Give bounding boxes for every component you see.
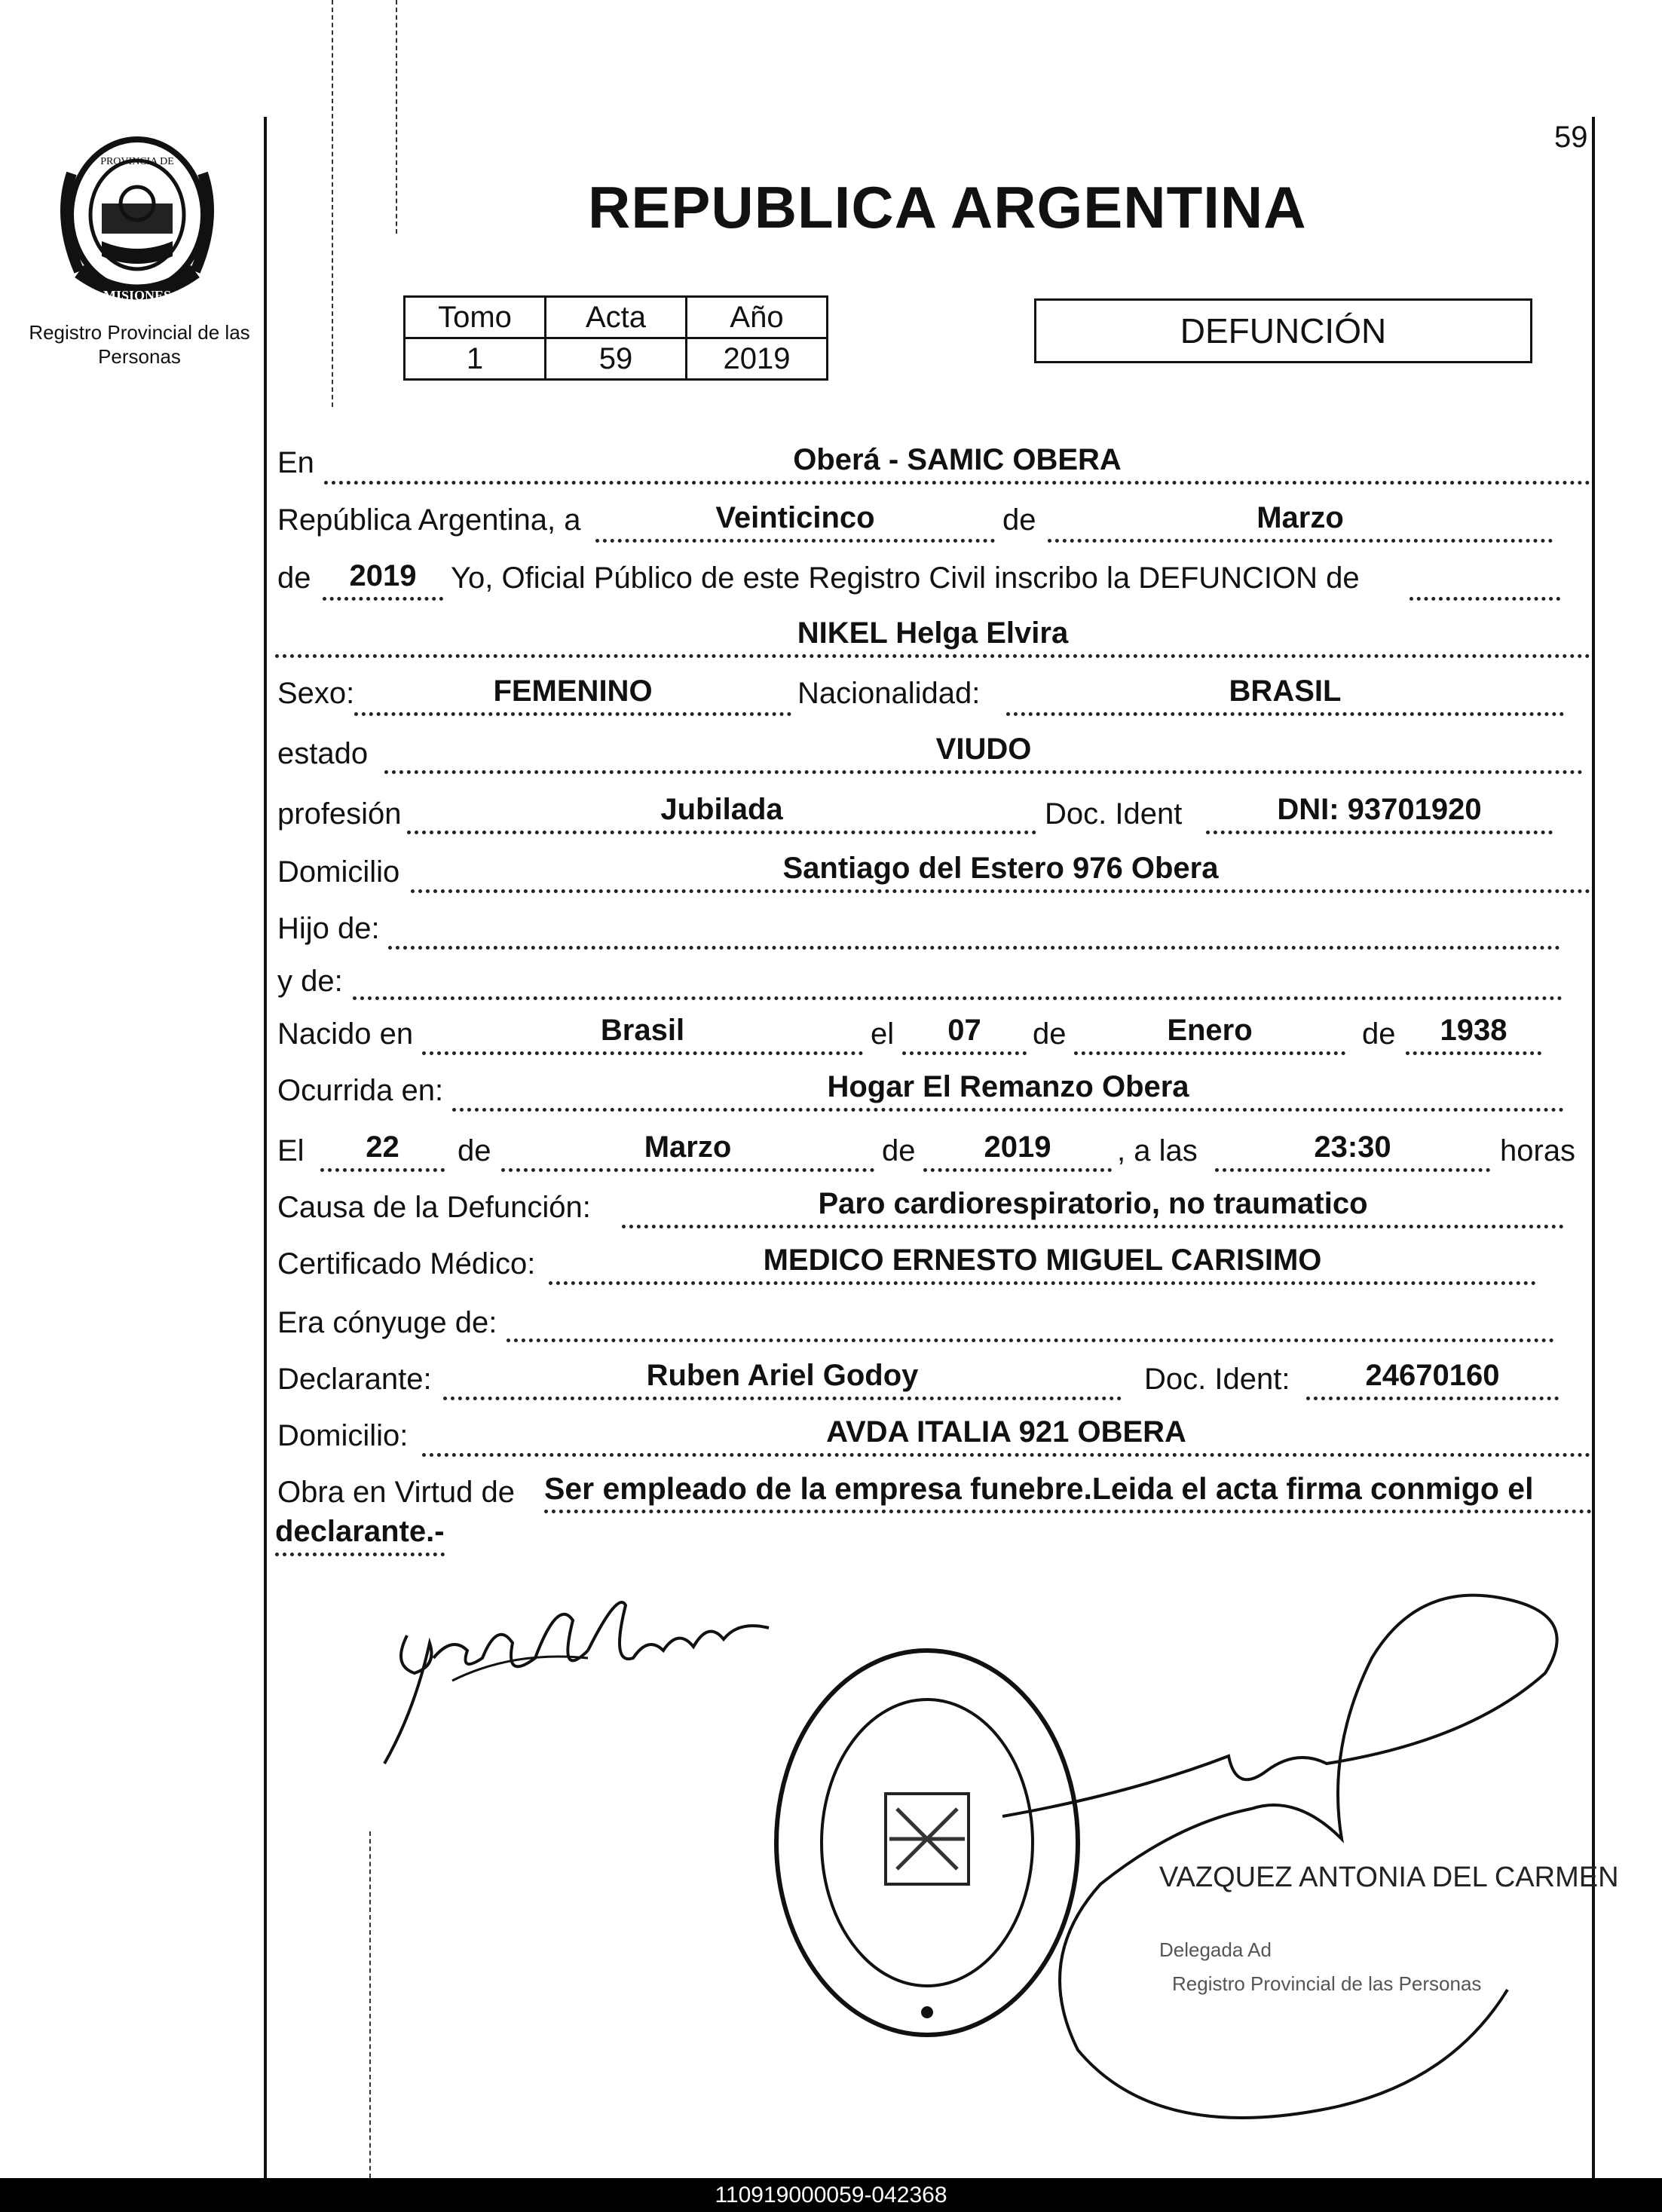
ocurrida-label: Ocurrida en:	[277, 1074, 444, 1107]
conyuge-value	[507, 1301, 1554, 1342]
table-header-ano: Año	[687, 297, 828, 338]
page-number: 59	[1554, 121, 1588, 154]
svg-text:PROVINCIA DE: PROVINCIA DE	[100, 156, 174, 167]
table-value-ano: 2019	[687, 338, 828, 380]
footer-code: 110919000059-042368	[0, 2178, 1662, 2212]
record-table	[403, 295, 828, 381]
obra-label: Obra en Virtud de	[277, 1476, 516, 1509]
inscribo-fill	[1409, 559, 1560, 601]
obra-value-line1: Ser empleado de la empresa funebre.Leida el acta firma conmigo el	[544, 1472, 1592, 1513]
death-year: 2019	[923, 1130, 1112, 1172]
name-value: NIKEL Helga Elvira	[275, 616, 1590, 658]
hijo-label: Hijo de:	[277, 912, 380, 945]
en-value: Oberá - SAMIC OBERA	[324, 443, 1590, 485]
nacionalidad-label: Nacionalidad:	[797, 677, 981, 710]
table-value-tomo: 1	[405, 338, 546, 380]
birth-de2-label: de	[1362, 1017, 1396, 1051]
fold-mark-1	[332, 0, 333, 407]
sexo-label: Sexo:	[277, 677, 355, 710]
death-day: 22	[320, 1130, 445, 1172]
registry-label: Registro Provincial de las Personas	[29, 321, 250, 368]
declarant-signature	[362, 1575, 784, 1771]
death-de-label: de	[458, 1134, 491, 1167]
nacido-value: Brasil	[422, 1014, 863, 1055]
birth-day: 07	[902, 1014, 1027, 1055]
conyuge-label: Era cónyuge de:	[277, 1306, 497, 1339]
estado-value: VIUDO	[384, 733, 1583, 774]
yde-value	[353, 959, 1563, 1000]
domicilio-value: Santiago del Estero 976 Obera	[411, 852, 1590, 893]
hijo-value	[388, 908, 1560, 950]
certificado-label: Certificado Médico:	[277, 1247, 536, 1280]
doc-value: DNI: 93701920	[1206, 793, 1553, 834]
death-de2-label: de	[882, 1134, 916, 1167]
nacionalidad-value: BRASIL	[1006, 675, 1564, 716]
month-value: Marzo	[1048, 501, 1553, 543]
page-title: REPUBLICA ARGENTINA	[588, 174, 1307, 240]
el-label: el	[871, 1017, 895, 1051]
estado-label: estado	[277, 737, 369, 770]
table-header-acta: Acta	[546, 297, 687, 338]
doc-label: Doc. Ident	[1045, 797, 1183, 831]
left-border-line	[264, 117, 267, 2178]
official-name: VAZQUEZ ANTONIA DEL CARMEN	[1159, 1862, 1619, 1893]
year-prefix: de	[277, 561, 311, 595]
obra-value-line2: declarante.-	[275, 1515, 445, 1556]
profesion-label: profesión	[277, 797, 402, 831]
birth-de-label: de	[1033, 1017, 1067, 1051]
inscribo-text: Yo, Oficial Público de este Registro Civil inscribo la DEFUNCION de	[451, 561, 1360, 595]
el2-label: El	[277, 1134, 305, 1167]
profesion-value: Jubilada	[407, 793, 1036, 834]
table-value-acta: 59	[546, 338, 687, 380]
death-month: Marzo	[501, 1130, 874, 1172]
causa-label: Causa de la Defunción:	[277, 1191, 591, 1224]
certificado-value: MEDICO ERNESTO MIGUEL CARISIMO	[549, 1244, 1536, 1285]
birth-year: 1938	[1406, 1014, 1541, 1055]
en-label: En	[277, 446, 314, 479]
doc2-label: Doc. Ident:	[1144, 1363, 1290, 1396]
yde-label: y de:	[277, 965, 343, 998]
domicilio2-label: Domicilio:	[277, 1419, 409, 1452]
domicilio2-value: AVDA ITALIA 921 OBERA	[422, 1415, 1590, 1457]
official-signature	[980, 1568, 1583, 2140]
doc2-value: 24670160	[1306, 1359, 1559, 1400]
domicilio-label: Domicilio	[277, 855, 400, 889]
causa-value: Paro cardiorespiratorio, no traumatico	[622, 1187, 1564, 1228]
nacido-label: Nacido en	[277, 1017, 414, 1051]
declarante-value: Ruben Ariel Godoy	[443, 1359, 1122, 1400]
birth-month: Enero	[1074, 1014, 1345, 1055]
de-label: de	[1002, 503, 1036, 537]
misiones-emblem	[57, 128, 219, 309]
official-registry: Registro Provincial de las Personas	[1172, 1972, 1482, 1995]
day-value: Veinticinco	[595, 501, 995, 543]
record-type-box: DEFUNCIÓN	[1034, 298, 1532, 363]
ocurrida-value: Hogar El Remanzo Obera	[452, 1070, 1564, 1112]
republica-label: República Argentina, a	[277, 503, 581, 537]
year-value: 2019	[323, 559, 443, 601]
horas-label: horas	[1500, 1134, 1576, 1167]
official-title: Delegada Ad	[1159, 1938, 1272, 1961]
sexo-value: FEMENINO	[354, 675, 791, 716]
death-time: 23:30	[1215, 1130, 1490, 1172]
fold-mark-3	[369, 1831, 371, 2178]
table-header-tomo: Tomo	[405, 297, 546, 338]
declarante-label: Declarante:	[277, 1363, 432, 1396]
fold-mark-2	[396, 0, 397, 234]
alas-label: , a las	[1117, 1134, 1198, 1167]
svg-text:MISIONES: MISIONES	[103, 288, 172, 303]
